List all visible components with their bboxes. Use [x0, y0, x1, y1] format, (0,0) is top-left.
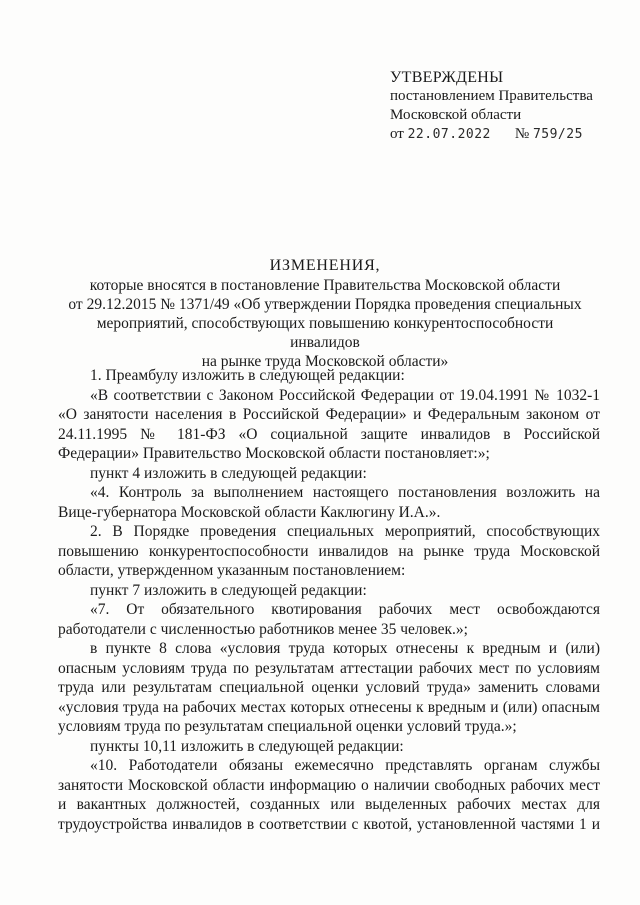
approval-block [390, 68, 630, 144]
approval-date-line [390, 125, 630, 144]
heading-line-1: которые вносятся в постановление Правительства Московской области [89, 277, 561, 294]
approval-title: УТВЕРЖДЕНЫ [390, 69, 504, 86]
document-body [58, 366, 600, 834]
approval-line-1: постановлением Правительства [390, 88, 593, 104]
approval-number-prefix: № [514, 126, 530, 142]
approval-line-2: Московской области [390, 107, 522, 123]
approval-date-group [390, 125, 491, 144]
heading-line-2: от 29.12.2015 № 1371/49 «Об утверждении Порядка проведения специальных [68, 296, 582, 313]
approval-number: 759/25 [532, 127, 583, 142]
paragraph: «4. Контроль за выполнением настоящего постановления возложить на Вице-губернатора Московской области Каклюгину И.А.». [58, 484, 600, 521]
paragraph: «7. От обязательного квотирования рабочих мест освобождаются работодатели с численностью работников менее 35 человек.»; [58, 601, 600, 638]
paragraph: в пункте 8 слова «условия труда которых отнесены к вредным и (или) опасным условиям труда по результатам аттестации рабочих мест по условиям труда или результатам специальной оценки условий труда» заменить словами «условия труда на рабочих местах которых отнесены к вредным и (или) опасным условиям труда по результатам специальной оценки условий труда.»; [58, 640, 600, 735]
paragraph: 1. Преамбулу изложить в следующей редакции: [90, 367, 405, 384]
heading-line-3: мероприятий, способствующих повышению конкурентоспособности инвалидов [96, 315, 554, 351]
approval-date: 22.07.2022 [407, 127, 491, 142]
heading-line-4: на рынке труда Московской области» [201, 353, 449, 370]
paragraph: пункты 10,11 изложить в следующей редакции: [90, 737, 404, 755]
paragraph: пункт 7 изложить в следующей редакции: [90, 581, 367, 599]
paragraph: пункт 4 изложить в следующей редакции: [90, 464, 367, 482]
approval-date-prefix: от [390, 126, 404, 142]
approval-number-group [515, 125, 583, 144]
paragraph: 2. В Порядке проведения специальных мероприятий, способствующих повышению конкурентоспособности инвалидов на рынке труда Московской области, утвержденном указанным постановлением: [58, 523, 600, 579]
heading-title: ИЗМЕНЕНИЯ, [269, 257, 381, 274]
paragraph: «В соответствии с Законом Российской Федерации от 19.04.1991 № 1032-1 «О занятости населения в Российской Федерации» и Федеральным законом от 24.11.1995 № 181-ФЗ «О социальной защите инвалидов в Российской Федерации» Правительство Московской области постановляет:»; [58, 386, 600, 462]
paragraph: «10. Работодатели обязаны ежемесячно представлять органам службы занятости Московской области информацию о наличии свободных рабочих мест и вакантных должностей, созданных или выделенных рабочих местах для трудоустройства инвалидов в соответствии с квотой, установленной частями 1 и [58, 757, 600, 833]
document-heading [60, 256, 590, 371]
